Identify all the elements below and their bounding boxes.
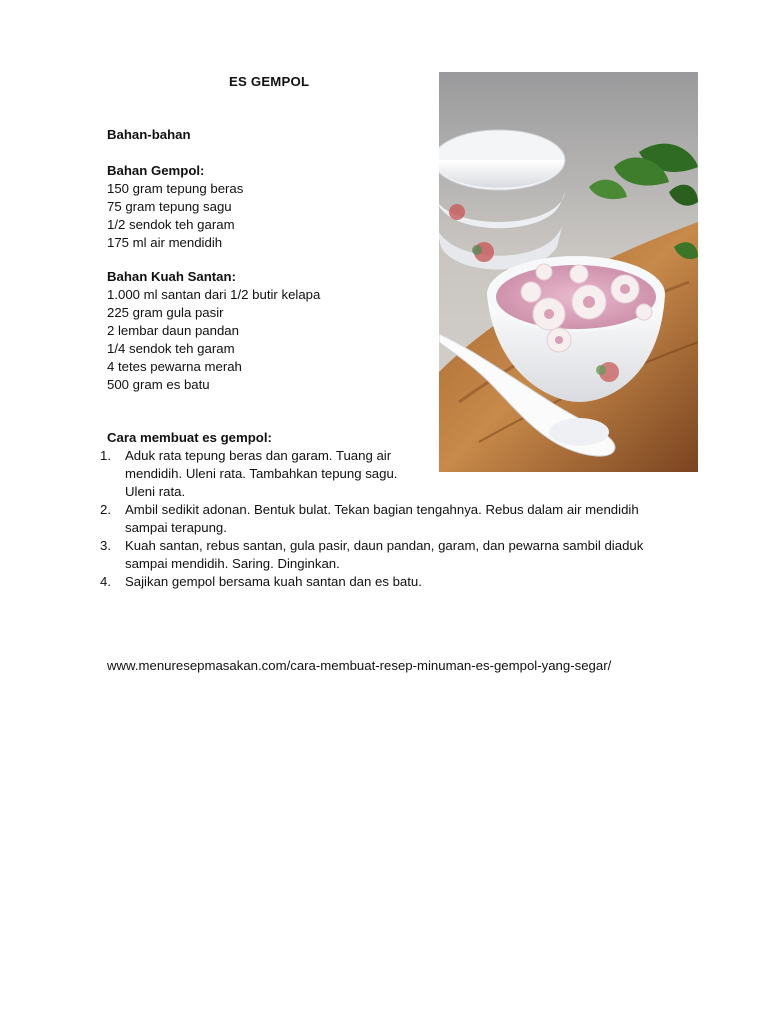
gempol-heading: Bahan Gempol: [107,163,205,178]
ingredient-item: 1/4 sendok teh garam [107,341,235,356]
ingredient-item: 2 lembar daun pandan [107,323,239,338]
step-number: 1. [100,448,111,463]
page-title: ES GEMPOL [229,74,310,89]
step-text: Sajikan gempol bersama kuah santan dan es batu. [125,574,422,589]
kuah-santan-ingredients-section [107,268,320,394]
step-text: Kuah santan, rebus santan, gula pasir, daun pandan, garam, dan pewarna sambil diaduk sampai mendidih. Saring. Dinginkan. [125,538,644,571]
ingredient-item: 1/2 sendok teh garam [107,217,235,232]
ingredient-item: 1.000 ml santan dari 1/2 butir kelapa [107,287,321,302]
method-step [100,501,665,537]
source-url: www.menuresepmasakan.com/cara-membuat-resep-minuman-es-gempol-yang-segar/ [107,658,612,673]
step-text: Ambil sedikit adonan. Bentuk bulat. Tekan bagian tengahnya. Rebus dalam air mendidih sampai terapung. [125,502,639,535]
method-step [100,537,665,573]
step-text: Aduk rata tepung beras dan garam. Tuang air mendidih. Uleni rata. Tambahkan tepung sagu. Uleni rata. [125,448,398,499]
es-gempol-photo [439,72,698,472]
gempol-ingredients-section [107,162,243,252]
kuah-santan-heading: Bahan Kuah Santan: [107,269,236,284]
ingredients-heading: Bahan-bahan [107,127,191,142]
step-number: 4. [100,574,111,589]
ingredient-item: 75 gram tepung sagu [107,199,232,214]
method-step [100,573,665,591]
ingredient-item: 500 gram es batu [107,377,210,392]
ingredient-item: 150 gram tepung beras [107,181,244,196]
method-heading: Cara membuat es gempol: [107,430,272,445]
dessert-bowl-illustration [439,72,698,472]
method-step [100,447,418,501]
step-number: 2. [100,502,111,517]
step-number: 3. [100,538,111,553]
ingredient-item: 4 tetes pewarna merah [107,359,242,374]
ingredient-item: 225 gram gula pasir [107,305,224,320]
ingredient-item: 175 ml air mendidih [107,235,223,250]
